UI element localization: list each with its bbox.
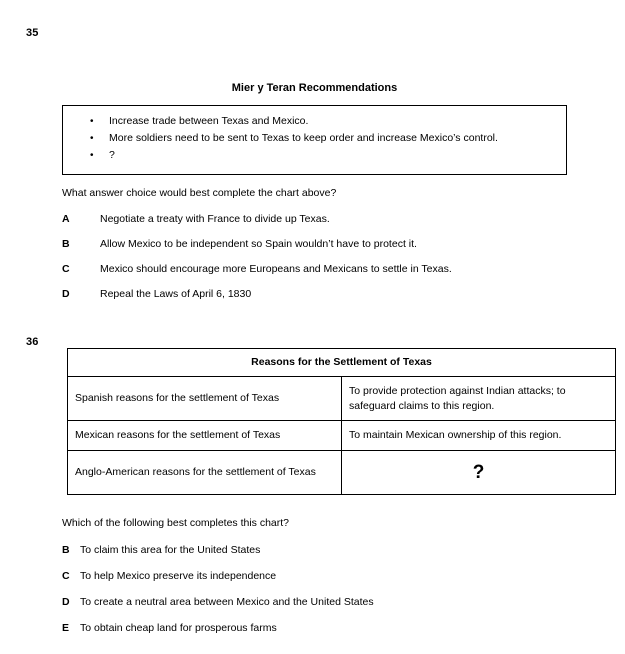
answer-choice-e[interactable]	[62, 621, 277, 635]
table-cell-value: To maintain Mexican ownership of this region.	[342, 421, 616, 451]
list-item-missing-entry: ?	[109, 149, 115, 161]
answer-choice-letter: C	[62, 570, 70, 582]
table-header-title: Reasons for the Settlement of Texas	[68, 349, 616, 377]
bullet-icon: •	[90, 116, 94, 127]
answer-choice-text: Repeal the Laws of April 6, 1830	[100, 288, 252, 300]
answer-choice-letter: E	[62, 622, 70, 634]
table-cell-label: Spanish reasons for the settlement of Texas	[68, 377, 342, 421]
answer-choice-text: Negotiate a treaty with France to divide up Texas.	[100, 213, 330, 225]
answer-choice-text: Allow Mexico to be independent so Spain wouldn’t have to protect it.	[100, 238, 417, 250]
answer-choice-text: To obtain cheap land for prosperous farms	[80, 622, 277, 634]
answer-choice-d[interactable]	[62, 595, 374, 609]
question-number-36: 36	[26, 336, 39, 348]
answer-choice-c[interactable]	[62, 569, 276, 583]
recommendations-chart-box	[62, 105, 567, 175]
list-item-text: Increase trade between Texas and Mexico.	[109, 115, 309, 127]
table-cell-label: Anglo-American reasons for the settlement of Texas	[68, 451, 342, 495]
table-header-row	[68, 349, 616, 377]
table-row	[68, 377, 616, 421]
list-item	[63, 113, 566, 130]
answer-choice-letter: D	[62, 596, 70, 608]
chart-title-mier-y-teran: Mier y Teran Recommendations	[231, 82, 398, 94]
table-cell-value: To provide protection against Indian attacks; to safeguard claims to this region.	[342, 377, 616, 421]
table-cell-missing-value: ?	[342, 451, 616, 495]
answer-choice-text: To claim this area for the United States	[80, 544, 261, 556]
answer-choice-a[interactable]	[62, 212, 330, 226]
recommendations-list	[63, 106, 566, 164]
answer-choice-d[interactable]	[62, 287, 251, 301]
answer-choice-letter: B	[62, 238, 70, 250]
answer-choice-b[interactable]	[62, 543, 260, 557]
list-item-text: More soldiers need to be sent to Texas to keep order and increase Mexico’s control.	[109, 132, 498, 144]
answer-choice-b[interactable]	[62, 237, 417, 251]
answer-choice-letter: B	[62, 544, 70, 556]
question-stem-36: Which of the following best completes this chart?	[62, 517, 290, 529]
list-item	[63, 130, 566, 147]
answer-choice-letter: D	[62, 288, 70, 300]
table-row	[68, 451, 616, 495]
settlement-reasons-table	[67, 348, 616, 495]
answer-choice-c[interactable]	[62, 262, 452, 276]
bullet-icon: •	[90, 133, 94, 144]
answer-choice-text: To help Mexico preserve its independence	[80, 570, 277, 582]
answer-choice-text: To create a neutral area between Mexico and the United States	[80, 596, 374, 608]
table-row	[68, 421, 616, 451]
list-item	[63, 147, 566, 164]
answer-choice-text: Mexico should encourage more Europeans and Mexicans to settle in Texas.	[100, 263, 452, 275]
question-number-35: 35	[26, 27, 39, 39]
bullet-icon: •	[90, 150, 94, 161]
answer-choice-letter: C	[62, 263, 70, 275]
question-stem-35: What answer choice would best complete the chart above?	[62, 187, 337, 199]
table-cell-label: Mexican reasons for the settlement of Texas	[68, 421, 342, 451]
answer-choice-letter: A	[62, 213, 70, 225]
